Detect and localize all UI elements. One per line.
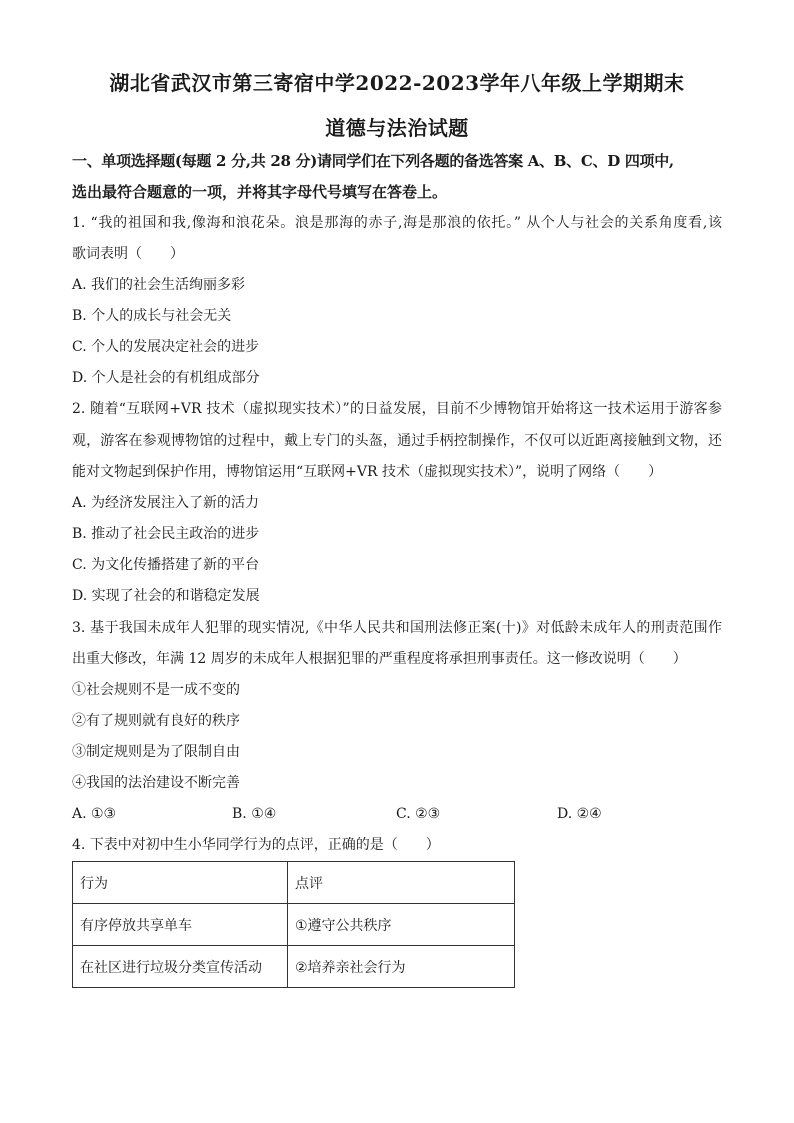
section-heading-line: 一、单项选择题(每题 2 分,共 28 分)请同学们在下列各题的备选答案 A、B、C、D 四项中, — [72, 152, 674, 170]
answer-option: D. 实现了社会的和谐稳定发展 — [72, 588, 260, 604]
statement-item: ①社会规则不是一成不变的 — [72, 682, 240, 698]
answer-option: D. 个人是社会的有机组成部分 — [72, 370, 260, 386]
evaluation-table — [72, 861, 515, 988]
answer-option: B. 个人的成长与社会无关 — [72, 308, 232, 324]
table-cell: ①遵守公共秩序 — [288, 904, 515, 946]
table-cell: ②培养亲社会行为 — [288, 946, 515, 988]
section-heading — [72, 146, 722, 208]
table-row — [73, 946, 515, 988]
answer-option: A. 我们的社会生活绚丽多彩 — [72, 277, 246, 293]
statement-item: ③制定规则是为了限制自由 — [72, 744, 240, 760]
answer-option: B. ①④ — [232, 806, 277, 822]
statement-item: ④我国的法治建设不断完善 — [72, 775, 240, 791]
section-heading-line: 选出最符合题意的一项，并将其字母代号填写在答卷上。 — [72, 183, 448, 201]
question-stem-line: 1. “我的祖国和我,像海和浪花朵。浪是那海的赤子,海是那浪的依托。” 从个人与社会的关系角度看,该 — [72, 215, 722, 231]
question-stem-line: 能对文物起到保护作用，博物馆运用“互联网+VR 技术（虚拟现实技术）”，说明了网络（ ） — [72, 464, 663, 480]
question-stem-line: 2. 随着“互联网+VR 技术（虚拟现实技术）”的日益发展，目前不少博物馆开始将这一技术运用于游客参 — [72, 401, 722, 417]
exam-title: 湖北省武汉市第三寄宿中学2022-2023学年八年级上学期期末 — [109, 71, 685, 95]
answer-option: B. 推动了社会民主政治的进步 — [72, 526, 260, 542]
answer-option: A. 为经济发展注入了新的活力 — [72, 495, 260, 511]
statement-item: ②有了规则就有良好的秩序 — [72, 713, 240, 729]
question-stem-line: 歌词表明（ ） — [72, 246, 184, 262]
answer-option: C. 个人的发展决定社会的进步 — [72, 339, 260, 355]
question-stem-line: 4. 下表中对初中生小华同学行为的点评，正确的是（ ） — [72, 837, 440, 853]
exam-subtitle: 道德与法治试题 — [325, 116, 469, 140]
answer-option: C. 为文化传播搭建了新的平台 — [72, 557, 260, 573]
question-stem-line: 3. 基于我国未成年人犯罪的现实情况,《中华人民共和国刑法修正案(十)》对低龄未成年人的刑责范围作 — [72, 620, 722, 636]
table-header-cell: 行为 — [73, 862, 288, 904]
table-row — [73, 904, 515, 946]
question-stem-line: 观，游客在参观博物馆的过程中，戴上专门的头盔，通过手柄控制操作，不仅可以近距离接触到文物，还 — [72, 433, 722, 449]
table-header-cell: 点评 — [288, 862, 515, 904]
answer-option: A. ①③ — [72, 806, 117, 822]
question-stem-line: 出重大修改，年满 12 周岁的未成年人根据犯罪的严重程度将承担刑事责任。这一修改说明（ ） — [72, 651, 687, 667]
table-cell: 在社区进行垃圾分类宣传活动 — [73, 946, 288, 988]
table-header-row — [73, 862, 515, 904]
table-cell: 有序停放共享单车 — [73, 904, 288, 946]
answer-option: C. ②③ — [396, 806, 441, 822]
answer-option: D. ②④ — [557, 806, 602, 822]
